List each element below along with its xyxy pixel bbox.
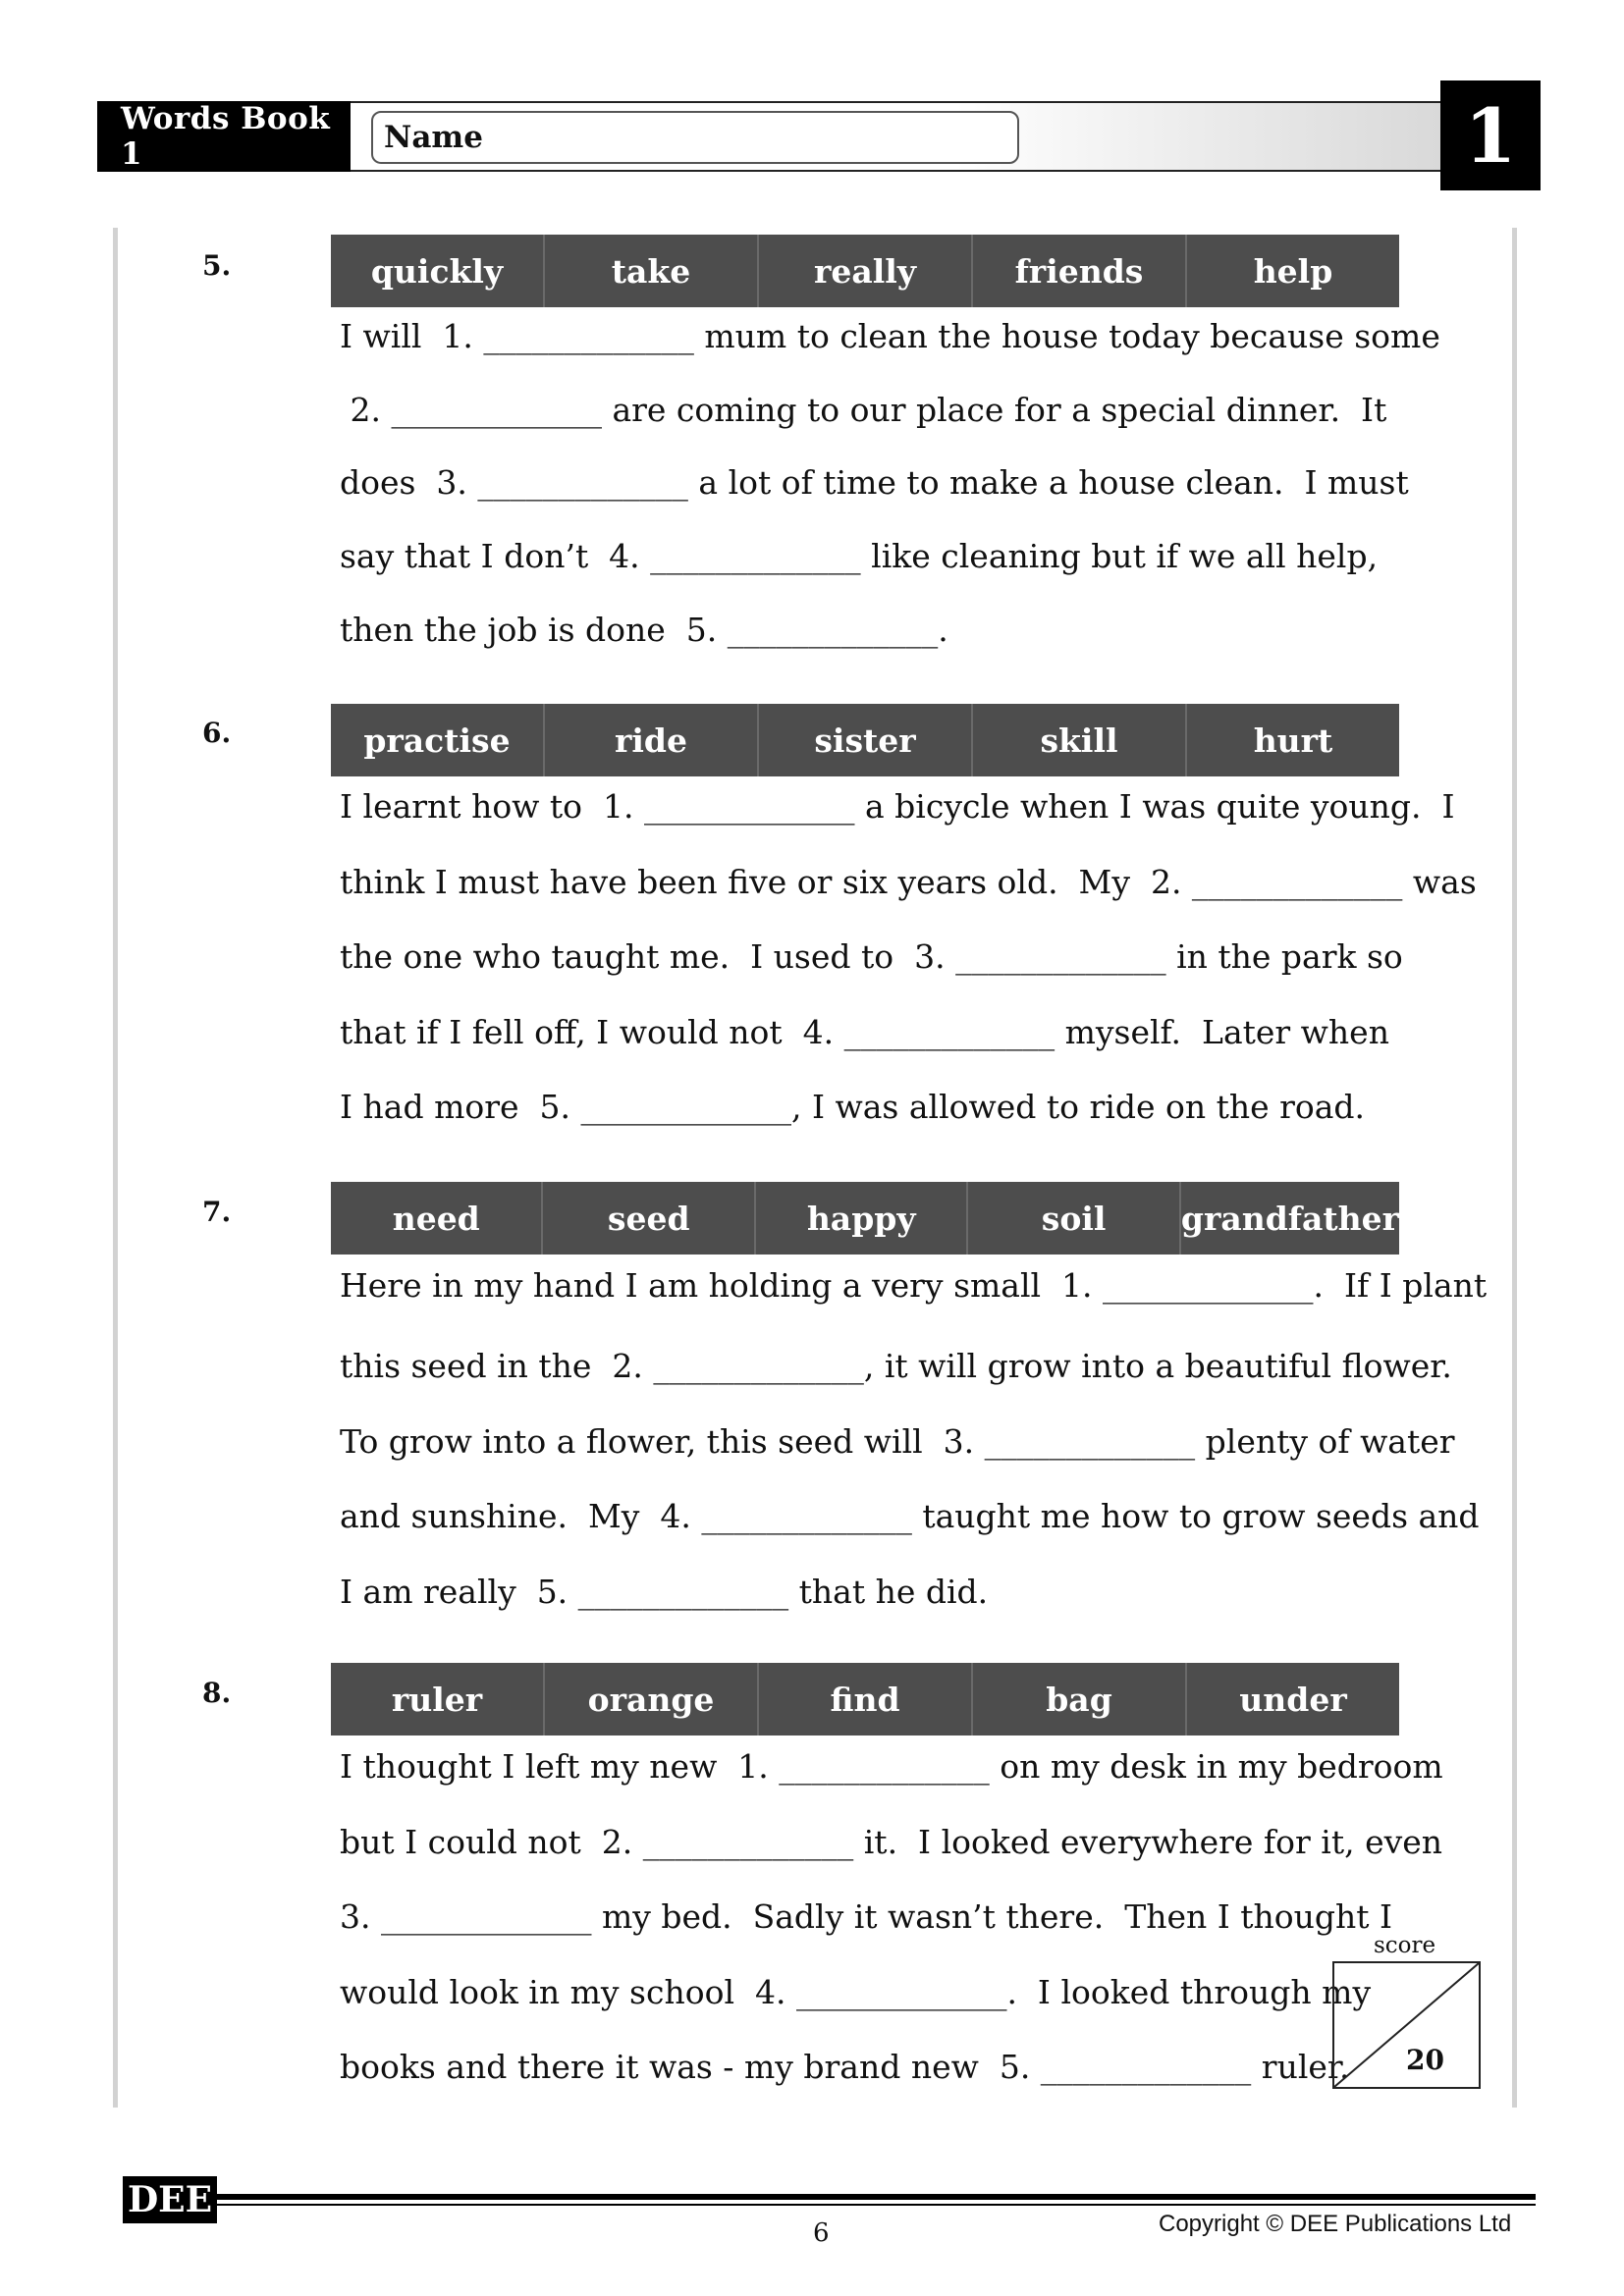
passage-line: say that I don’t 4. _____________ like cleaning but if we all help, — [340, 537, 1379, 575]
passage-line: but I could not 2. _____________ it. I looked everywhere for it, even — [340, 1823, 1443, 1861]
footer-rule — [217, 2194, 1536, 2200]
passage-line: the one who taught me. I used to 3. _____________ in the park so — [340, 937, 1403, 976]
footer-rule-thin — [217, 2204, 1536, 2206]
passage-line: Here in my hand I am holding a very small 1. _____________. If I plant — [340, 1266, 1488, 1305]
word-bank-item: friends — [971, 235, 1185, 307]
passage-line: I am really 5. _____________ that he did. — [340, 1573, 989, 1611]
book-title-label: Words Book 1 — [97, 101, 351, 172]
passage-line: I thought I left my new 1. _____________ on my desk in my bedroom — [340, 1747, 1443, 1786]
score-total: 20 — [1406, 2044, 1444, 2076]
word-bank — [331, 235, 1399, 307]
word-bank-item: hurt — [1185, 704, 1399, 776]
word-bank-item: sister — [757, 704, 971, 776]
passage-line: then the job is done 5. _____________. — [340, 611, 948, 649]
word-bank-item: ride — [543, 704, 757, 776]
passage-line: 3. _____________ my bed. Sadly it wasn’t there. Then I thought I — [340, 1897, 1393, 1936]
passage-line: I had more 5. _____________, I was allowed to ride on the road. — [340, 1088, 1366, 1126]
right-frame-rule — [1512, 228, 1517, 2108]
word-bank-item: under — [1185, 1663, 1399, 1735]
word-bank-item: need — [392, 1199, 480, 1238]
passage-line: I learnt how to 1. _____________ a bicycle when I was quite young. I — [340, 787, 1455, 826]
book-number-badge: 1 — [1440, 80, 1541, 190]
word-bank — [331, 704, 1399, 776]
passage-line: would look in my school 4. _____________. I looked through my — [340, 1973, 1372, 2011]
left-frame-rule — [113, 228, 118, 2108]
word-bank-item: orange — [543, 1663, 757, 1735]
passage-line: and sunshine. My 4. _____________ taught me how to grow seeds and — [340, 1497, 1480, 1535]
publisher-logo: DEE — [123, 2176, 217, 2223]
exercise-number: 6. — [202, 717, 232, 749]
word-bank-item: find — [757, 1663, 971, 1735]
passage-line: To grow into a flower, this seed will 3. _____________ plenty of water — [340, 1422, 1455, 1461]
passage-line: that if I fell off, I would not 4. _____________ myself. Later when — [340, 1013, 1389, 1051]
exercise-number: 7. — [202, 1196, 232, 1228]
word-bank-item: seed — [541, 1182, 753, 1255]
exercise-number: 8. — [202, 1677, 232, 1709]
passage-line: 2. _____________ are coming to our place for a special dinner. It — [340, 391, 1387, 429]
passage-line: think I must have been five or six years old. My 2. _____________ was — [340, 863, 1477, 901]
word-bank-item: take — [543, 235, 757, 307]
word-bank-item: really — [757, 235, 971, 307]
word-bank-item: ruler — [391, 1680, 483, 1719]
name-label: Name — [384, 120, 483, 155]
word-bank-item: help — [1185, 235, 1399, 307]
passage-line: books and there it was - my brand new 5. _____________ ruler. — [340, 2048, 1350, 2086]
word-bank-item: soil — [966, 1182, 1178, 1255]
word-bank-item: grandfather — [1179, 1182, 1399, 1255]
passage-line: I will 1. _____________ mum to clean the house today because some — [340, 317, 1440, 355]
word-bank — [331, 1182, 1399, 1255]
word-bank-item: skill — [971, 704, 1185, 776]
passage-line: this seed in the 2. _____________, it will grow into a beautiful flower. — [340, 1347, 1452, 1385]
word-bank-item: bag — [971, 1663, 1185, 1735]
score-label: score — [1374, 1933, 1436, 1958]
page-number: 6 — [813, 2218, 830, 2248]
passage-line: does 3. _____________ a lot of time to make a house clean. I must — [340, 463, 1409, 502]
word-bank-item: quickly — [370, 251, 504, 291]
word-bank — [331, 1663, 1399, 1735]
copyright-notice: Copyright © DEE Publications Ltd — [1159, 2211, 1512, 2237]
word-bank-item: happy — [754, 1182, 966, 1255]
exercise-number: 5. — [202, 249, 232, 282]
word-bank-item: practise — [363, 721, 511, 760]
name-field[interactable] — [371, 111, 1019, 164]
